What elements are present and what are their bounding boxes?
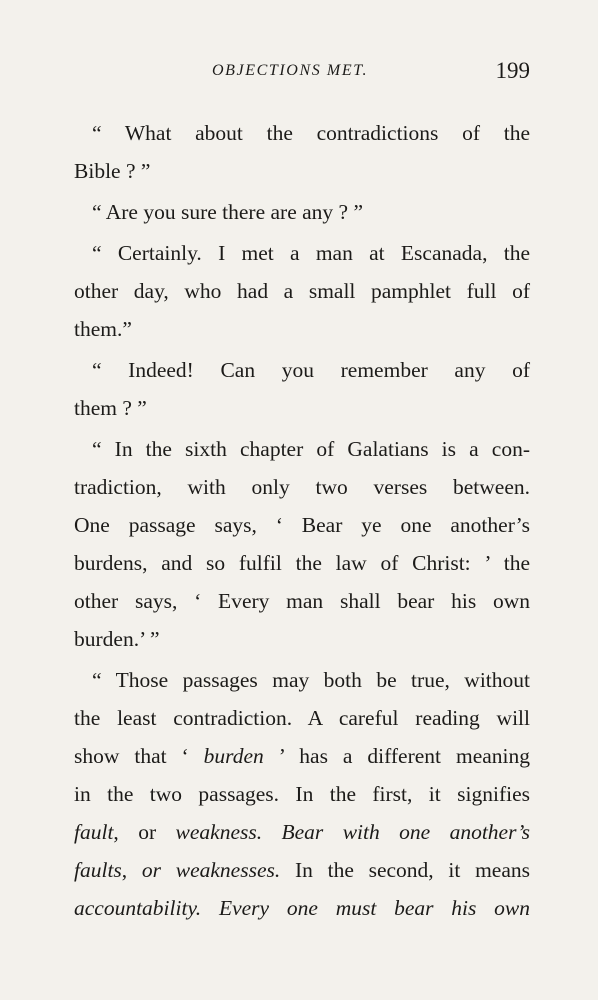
text-line: tradiction, with only two verses between. [74, 475, 530, 499]
text-line: “ Certainly. I met a man at Escanada, the [92, 241, 530, 265]
text-line: “ Indeed! Can you remember any of [92, 358, 530, 382]
text-line [74, 851, 530, 889]
text-run [201, 896, 219, 920]
text-line: “ Are you sure there are any ? ” [92, 200, 363, 224]
text-line: “ Those passages may both be true, without [92, 668, 530, 692]
italic-run: burden [203, 744, 264, 768]
italic-run: fault [74, 820, 114, 844]
text-run: , [121, 858, 142, 882]
text-line [74, 737, 530, 775]
text-line: “ In the sixth chapter of Galatians is a con- [92, 437, 530, 461]
text-line: them.” [74, 317, 132, 341]
text-line: other says, ‘ Every man shall bear his own [74, 589, 530, 613]
text-line: “ What about the contradictions of the [92, 121, 530, 145]
italic-run: Bear with one another’s [281, 820, 531, 844]
italic-run: faults [74, 858, 122, 882]
italic-run: weakness. [175, 820, 263, 844]
text-line: burdens, and so fulfil the law of Christ: ’ the [74, 551, 530, 575]
italic-run: or weaknesses. [141, 858, 281, 882]
text-line: Bible ? ” [74, 159, 151, 183]
italic-run: Every one must bear his own [218, 896, 530, 920]
text-line: burden.’ ” [74, 627, 160, 651]
body-text [74, 114, 530, 927]
text-line: One passage says, ‘ Bear ye one another’s [74, 513, 530, 537]
text-run: ’ has a different meaning [263, 744, 531, 768]
text-line: them ? ” [74, 396, 147, 420]
page-number: 199 [495, 58, 530, 83]
text-line: the least contradiction. A careful reading will [74, 706, 530, 730]
text-line: in the two passages. In the first, it signifies [74, 782, 530, 806]
text-line: other day, who had a small pamphlet full of [74, 279, 530, 303]
text-run [262, 820, 281, 844]
text-run: In the second, it means [280, 858, 531, 882]
italic-run: accountability. [74, 896, 202, 920]
text-line [74, 889, 530, 927]
text-run: , or [113, 820, 176, 844]
text-line [74, 813, 530, 851]
text-run: show that ‘ [74, 744, 204, 768]
running-title: OBJECTIONS MET. [212, 62, 369, 79]
running-head [0, 58, 598, 88]
